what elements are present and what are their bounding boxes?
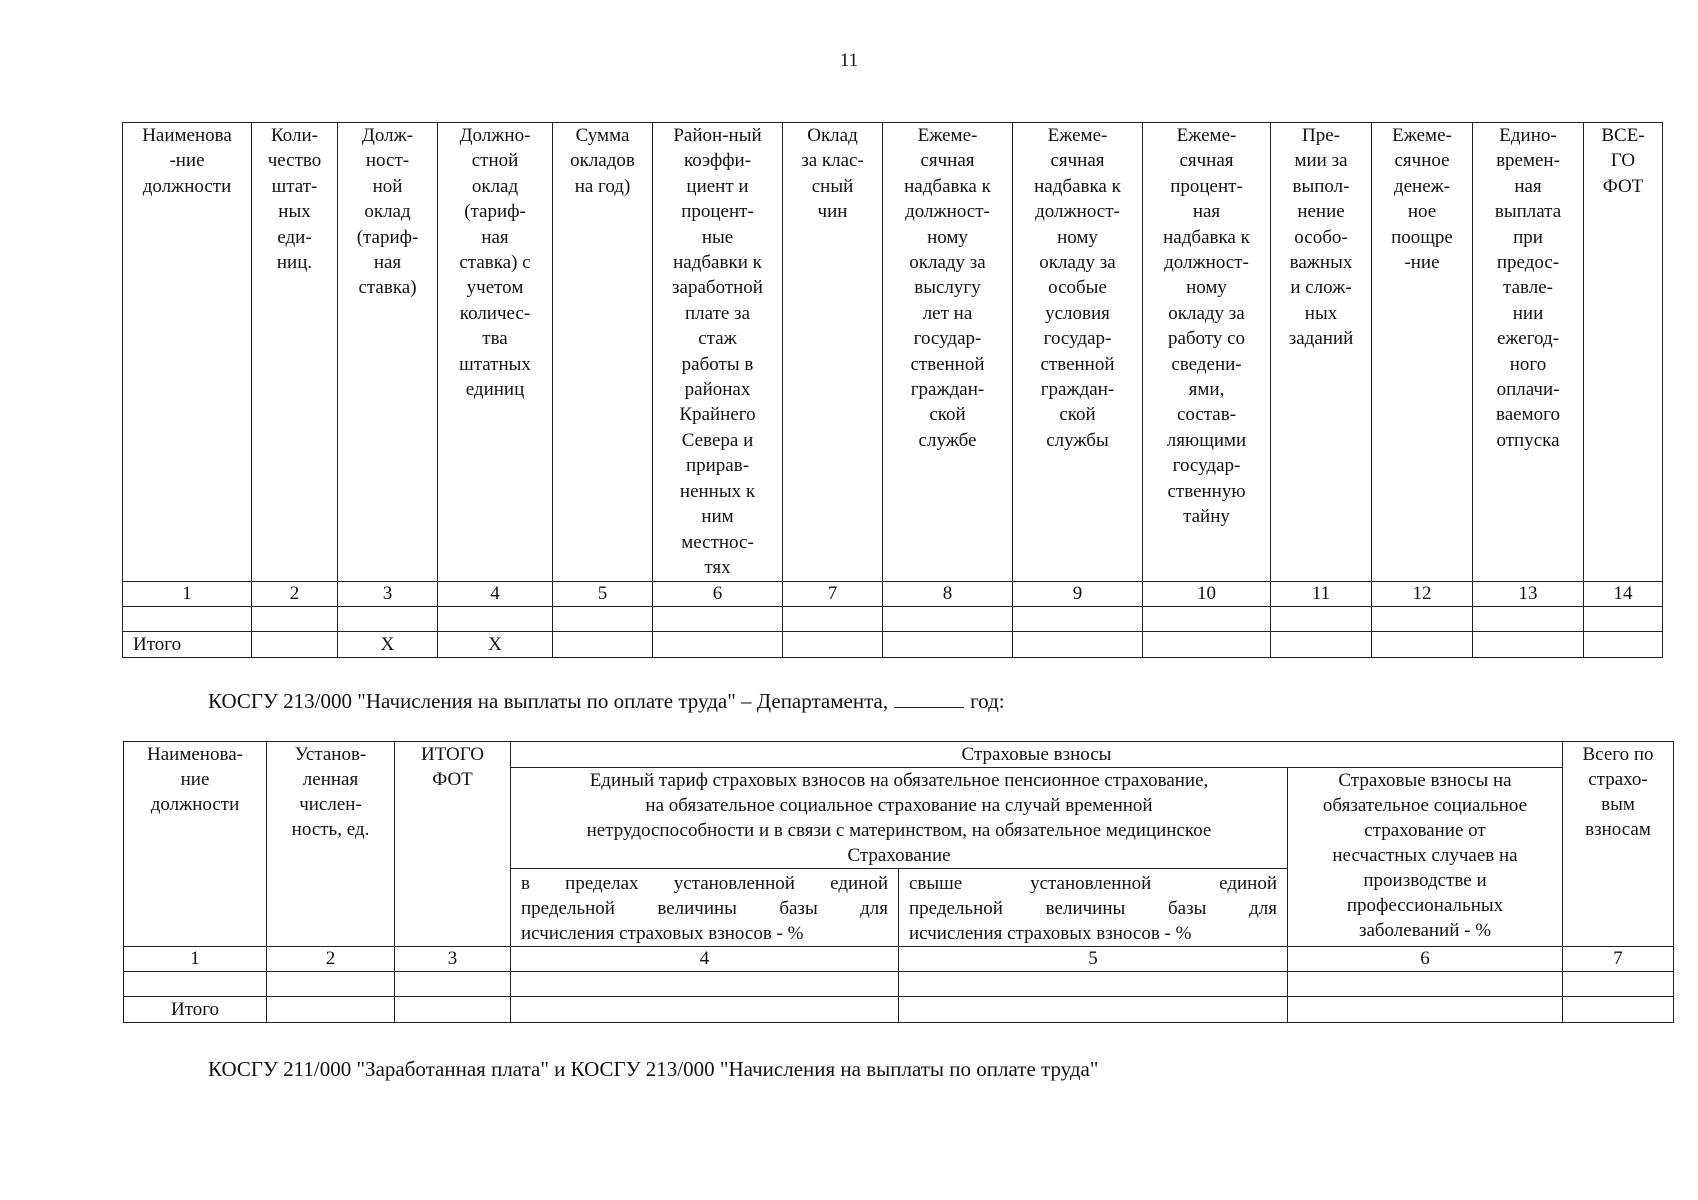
column-number: 13 [1473, 582, 1584, 607]
header-line: исчисления страховых взносов - % [521, 923, 804, 944]
table-cell [1473, 607, 1584, 632]
table-cell [883, 632, 1013, 658]
heading-suffix: год: [970, 689, 1005, 713]
column-number: 1 [123, 582, 252, 607]
table-cell [1271, 632, 1372, 658]
table-cell [124, 972, 267, 997]
table-cell [553, 632, 653, 658]
header-cell: Наименова -ние должности [123, 123, 252, 582]
column-number: 10 [1143, 582, 1271, 607]
column-number: 5 [899, 947, 1288, 972]
x-mark: X [438, 632, 553, 658]
above-limit-header [899, 869, 1288, 947]
header-cell: Ежеме- сячное денеж- ное поощре -ние [1372, 123, 1473, 582]
table-cell [252, 607, 338, 632]
page-number: 11 [839, 50, 859, 71]
column-number: 4 [438, 582, 553, 607]
header-cell: Ежеме- сячная надбавка к должност- ному окладу за особые условия государ- ственной граждан- ской службы [1013, 123, 1143, 582]
payroll-header-row [123, 123, 1663, 582]
header-cell: ИТОГО ФОТ [395, 742, 511, 947]
table-cell [1288, 997, 1563, 1023]
header-line: свыше установленной единой [909, 873, 1277, 894]
header-cell: Оклад за клас- сный чин [783, 123, 883, 582]
table-cell [899, 997, 1288, 1023]
table-cell [511, 997, 899, 1023]
table-cell [1563, 972, 1674, 997]
column-number: 7 [783, 582, 883, 607]
column-number: 11 [1271, 582, 1372, 607]
column-number: 14 [1584, 582, 1663, 607]
column-number: 3 [395, 947, 511, 972]
table-cell [1013, 632, 1143, 658]
column-number-row [124, 947, 1674, 972]
table-cell [252, 632, 338, 658]
total-row [124, 997, 1674, 1023]
header-cell: Пре- мии за выпол- нение особо- важных и слож- ных заданий [1271, 123, 1372, 582]
table-cell [1372, 607, 1473, 632]
table-cell [883, 607, 1013, 632]
table-cell [123, 607, 252, 632]
header-line: в пределах установленной единой [521, 873, 888, 894]
blank-row [123, 607, 1663, 632]
table-cell [899, 972, 1288, 997]
payroll-table [122, 122, 1663, 658]
total-label: Итого [124, 997, 267, 1023]
table-cell [267, 997, 395, 1023]
header-cell: Долж- ност- ной оклад (тариф- ная ставка) [338, 123, 438, 582]
table-cell [511, 972, 899, 997]
insurance-header-row [124, 742, 1674, 768]
column-number: 2 [267, 947, 395, 972]
column-number: 6 [653, 582, 783, 607]
column-number: 6 [1288, 947, 1563, 972]
column-number: 7 [1563, 947, 1674, 972]
table-cell [1372, 632, 1473, 658]
header-line: предельной величины базы для [909, 898, 1277, 919]
x-mark: X [338, 632, 438, 658]
column-number: 12 [1372, 582, 1473, 607]
header-cell: Сумма окладов на год) [553, 123, 653, 582]
unified-tariff-header: Единый тариф страховых взносов на обязательное пенсионное страхование, на обязательное социальное страхование на случай временной нетрудоспособности и в связи с материнством, на обязательное медицинское Страхование [511, 768, 1288, 869]
header-cell: Ежеме- сячная процент- ная надбавка к должност- ному окладу за работу со сведени- ями, состав- ляющими государ- ственную тайну [1143, 123, 1271, 582]
table-cell [395, 972, 511, 997]
header-cell: Едино- времен- ная выплата при предос- тавле- нии ежегод- ного оплачи- ваемого отпуска [1473, 123, 1584, 582]
table-cell [1584, 607, 1663, 632]
column-number: 8 [883, 582, 1013, 607]
table-cell [1143, 632, 1271, 658]
table-cell [267, 972, 395, 997]
table-cell [783, 607, 883, 632]
header-cell: Коли- чество штат- ных еди- ниц. [252, 123, 338, 582]
table-cell [1271, 607, 1372, 632]
column-number: 9 [1013, 582, 1143, 607]
table-cell [553, 607, 653, 632]
section-heading-insurance [208, 689, 1005, 714]
accident-insurance-header: Страховые взносы на обязательное социальное страхование от несчастных случаев на производстве и профессиональных заболеваний - % [1288, 768, 1563, 947]
table-cell [1013, 607, 1143, 632]
header-cell: ВСЕ- ГО ФОТ [1584, 123, 1663, 582]
table-cell [653, 607, 783, 632]
column-number: 3 [338, 582, 438, 607]
table-cell [1584, 632, 1663, 658]
table-cell [1473, 632, 1584, 658]
header-cell: Район-ный коэффи- циент и процент- ные надбавки к заработной плате за стаж работы в районах Крайнего Севера и прирав- ненных к ним местнос- тях [653, 123, 783, 582]
column-number: 5 [553, 582, 653, 607]
table-cell [1288, 972, 1563, 997]
within-limit-header [511, 869, 899, 947]
table-cell [438, 607, 553, 632]
section-heading-salary: КОСГУ 211/000 "Заработанная плата" и КОСГУ 213/000 "Начисления на выплаты по оплате труда" [208, 1057, 1099, 1081]
insurance-category: Страховые взносы [511, 742, 1563, 768]
header-line: исчисления страховых взносов - % [909, 923, 1192, 944]
table-cell [653, 632, 783, 658]
blank-row [124, 972, 1674, 997]
column-number: 4 [511, 947, 899, 972]
header-cell: Должно- стной оклад (тариф- ная ставка) с учетом количес- тва штатных единиц [438, 123, 553, 582]
header-cell: Наименова- ние должности [124, 742, 267, 947]
year-blank-line [894, 707, 964, 708]
header-cell: Всего по страхо- вым взносам [1563, 742, 1674, 947]
column-number: 2 [252, 582, 338, 607]
table-cell [1563, 997, 1674, 1023]
header-line: предельной величины базы для [521, 898, 888, 919]
heading-text: КОСГУ 213/000 "Начисления на выплаты по оплате труда" – Департамента, [208, 689, 889, 713]
table-cell [395, 997, 511, 1023]
table-cell [338, 607, 438, 632]
column-number-row [123, 582, 1663, 607]
header-cell: Ежеме- сячная надбавка к должност- ному окладу за выслугу лет на государ- ственной граждан- ской службе [883, 123, 1013, 582]
table-cell [783, 632, 883, 658]
total-row [123, 632, 1663, 658]
table-cell [1143, 607, 1271, 632]
header-cell: Установ- ленная числен- ность, ед. [267, 742, 395, 947]
total-label: Итого [123, 632, 252, 658]
column-number: 1 [124, 947, 267, 972]
insurance-table [123, 741, 1674, 1023]
